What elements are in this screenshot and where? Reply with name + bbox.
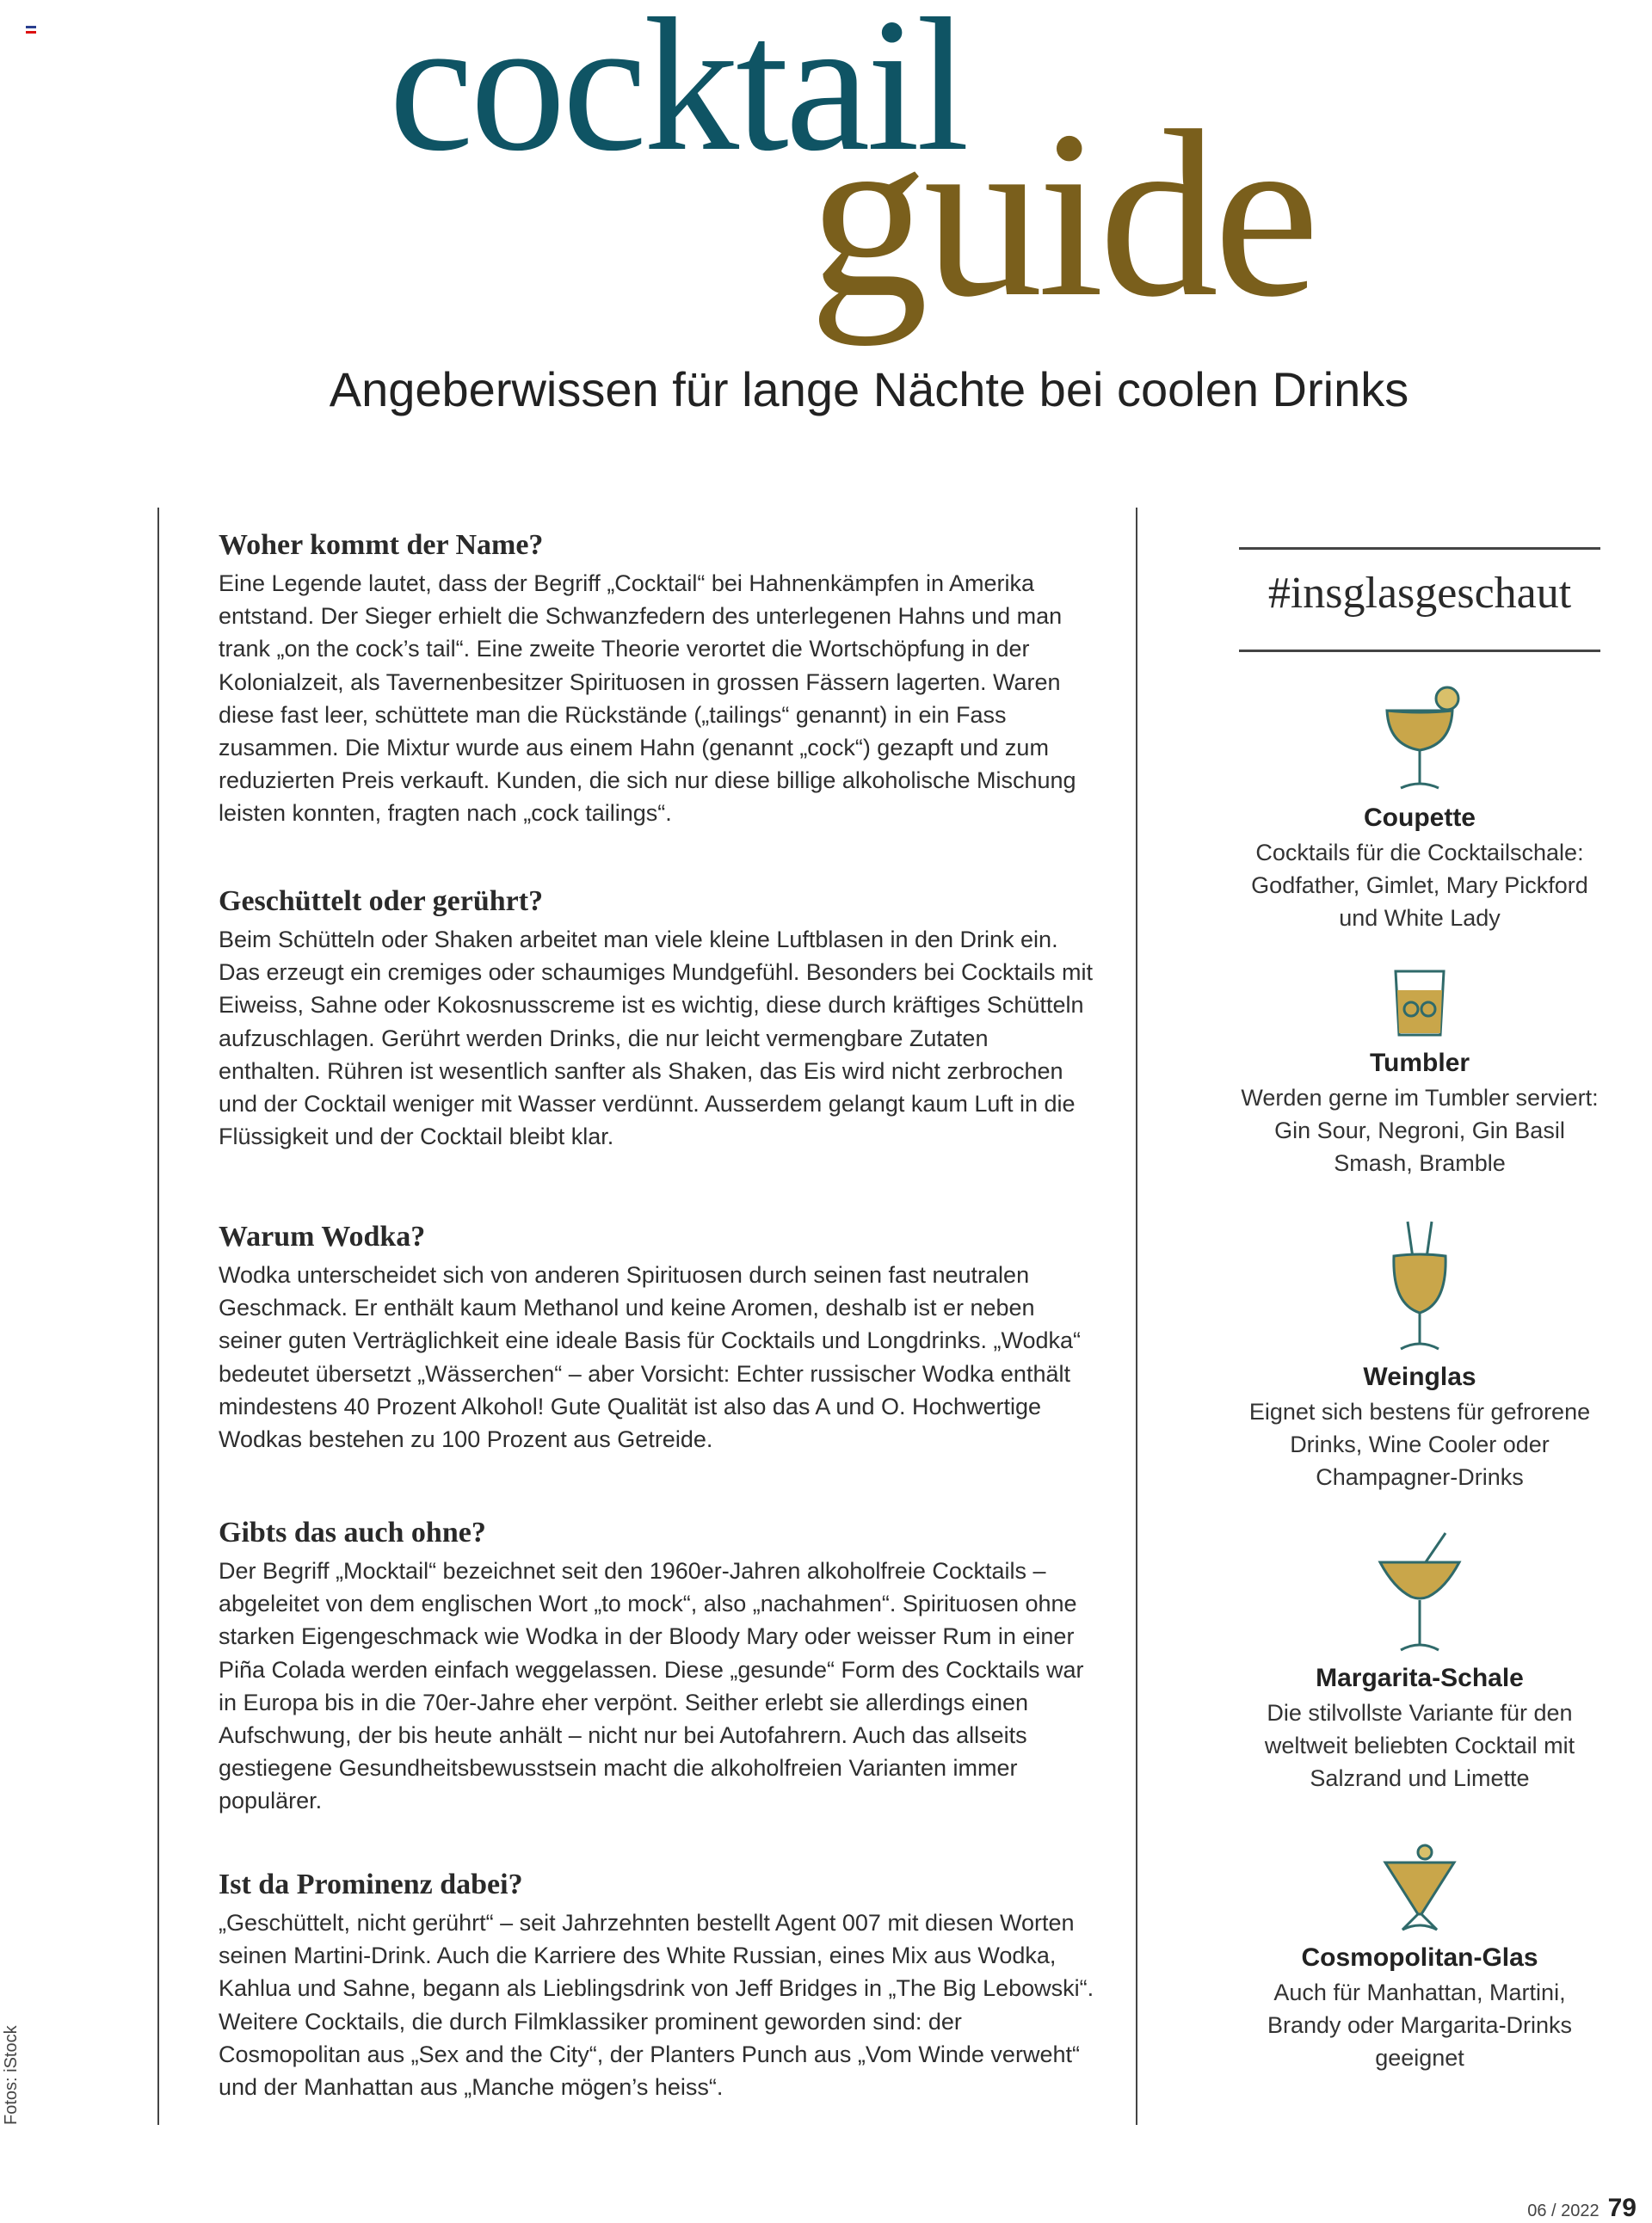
page-number: 79 — [1607, 2194, 1637, 2222]
section-heading: Woher kommt der Name? — [219, 529, 544, 561]
section-why-vodka — [219, 1221, 1096, 1456]
coupette-glass-icon — [1368, 676, 1471, 797]
issue-date: 06 / 2022 — [1527, 2201, 1600, 2220]
page-footer — [1527, 2194, 1637, 2223]
section-heading: Ist da Prominenz dabei? — [219, 1869, 523, 1900]
cosmopolitan-glass-icon — [1368, 1842, 1471, 1937]
subtitle: Angeberwissen für lange Nächte bei coolen Drinks — [329, 362, 1409, 416]
column-divider — [1136, 508, 1137, 2125]
glass-item-cosmopolitan — [1239, 1842, 1600, 2074]
sidebar-hashtag: #insglasgeschaut — [1267, 569, 1572, 618]
flag-icon — [26, 26, 36, 34]
photo-credit: Fotos: iStock — [2, 2025, 21, 2125]
title-cocktail: cocktail — [389, 0, 966, 191]
glass-item-weinglas — [1239, 1218, 1600, 1493]
glass-text: Werden gerne im Tumbler serviert: Gin Sour, Negroni, Gin Basil Smash, Bramble — [1241, 1085, 1599, 1176]
glass-item-coupette — [1239, 676, 1600, 934]
section-mocktail — [219, 1517, 1096, 1818]
section-heading: Geschüttelt oder gerührt? — [219, 885, 544, 917]
tumbler-glass-icon — [1368, 964, 1471, 1042]
sidebar-rule-top — [1239, 547, 1600, 550]
glass-name: Margarita-Schale — [1316, 1664, 1524, 1692]
section-heading: Warum Wodka? — [219, 1221, 426, 1253]
section-celebrity — [219, 1869, 1096, 2103]
sidebar-rule-bottom — [1239, 650, 1600, 652]
title-guide: guide — [809, 82, 1315, 347]
wine-glass-icon — [1368, 1218, 1471, 1356]
glass-name: Weinglas — [1363, 1363, 1476, 1391]
left-divider — [157, 508, 159, 2125]
margarita-glass-icon — [1368, 1528, 1471, 1657]
section-body: „Geschüttelt, nicht gerührt“ – seit Jahrzehnten bestellt Agent 007 mit diesen Worten seinen Martini-Drink. Auch die Karriere des White Russian, eines Mix aus Wodka, Kahlua und Sahne, begann als Lieblingsdrink von Jeff Bridges in „The Big Lebowski“. Weitere Cocktails, die durch Filmklassiker prominent geworden sind: der Cosmopolitan aus „Sex and the City“, der Planters Punch aus „Vom Winde verweht“ und der Manhattan aus „Manche mögen’s heiss“. — [219, 1910, 1094, 2101]
section-name-origin — [219, 529, 1096, 830]
glass-name: Cosmopolitan-Glas — [1301, 1943, 1538, 1972]
section-body: Der Begriff „Mocktail“ bezeichnet seit den 1960er-Jahren alkoholfreie Cocktails – abgeleitet von dem englischen Wort „to mock“, also „nachahmen“. Spirituosen ohne starken Eigengeschmack wie Wodka in der Bloody Mary oder weisser Rum in einer Piña Colada werden einfach weggelassen. Diese „gesunde“ Form des Cocktails war in Europa bis in die 70er-Jahre eher verpönt. Seither erlebt sie allerdings einen Aufschwung, der bis heute anhält – nicht nur bei Autofahrern. Auch das allseits gestiegene Gesundheitsbewusstsein macht die alkoholfreien Varianten immer populärer. — [219, 1558, 1084, 1814]
section-body: Beim Schütteln oder Shaken arbeitet man viele kleine Luftblasen in den Drink ein. Das erzeugt ein cremiges oder schaumiges Mundgefühl. Besonders bei Cocktails mit Eiweiss, Sahne oder Kokosnusscreme ist es wichtig, diese durch kräftiges Schütteln aufzuschlagen. Gerührt werden Drinks, die nur leicht vermengbare Zutaten enthalten. Rühren ist wesentlich sanfter als Shaken, das Eis wird nicht zerbrochen und der Cocktail weniger mit Wasser verdünnt. Ausserdem gelangt kaum Luft in die Flüssigkeit und der Cocktail bleibt klar. — [219, 927, 1093, 1150]
section-body: Eine Legende lautet, dass der Begriff „Cocktail“ bei Hahnenkämpfen in Amerika entstand. Der Sieger erhielt die Schwanzfedern des unterlegenen Hahns und man trank „on the cock’s tail“. Eine zweite Theorie verortet die Wortschöpfung in der Kolonialzeit, als Tavernenbesitzer Spirituosen in grossen Fässern lagerten. Waren diese fast leer, schüttete man die Rückstände („tailings“ genannt) in ein Fass zusammen. Die Mixtur wurde aus einem Hahn (genannt „cock“) gezapft und zum reduzierten Preis verkauft. Kunden, die sich nur diese billige alkoholische Mischung leisten konnten, fragten nach „cock tailings“. — [219, 570, 1076, 827]
section-body: Wodka unterscheidet sich von anderen Spirituosen durch seinen fast neutralen Geschmack. Er enthält kaum Methanol und keine Aromen, deshalb ist er neben seiner guten Verträglichkeit eine ideale Basis für Cocktails und Longdrinks. „Wodka“ bedeutet übersetzt „Wässerchen“ – aber Vorsicht: Echter russischer Wodka enthält mindestens 40 Prozent Alkohol! Gute Qualität ist also das A und O. Hochwertige Wodkas bestehen zu 100 Prozent aus Getreide. — [219, 1262, 1082, 1453]
glass-text: Die stilvollste Variante für den weltweit beliebten Cocktail mit Salzrand und Limette — [1264, 1700, 1575, 1791]
glass-item-margarita — [1239, 1528, 1600, 1795]
glass-text: Auch für Manhattan, Martini, Brandy oder Margarita-Drinks geeignet — [1267, 1980, 1573, 2071]
glass-name: Coupette — [1364, 804, 1476, 832]
glass-text: Cocktails für die Cocktailschale: Godfather, Gimlet, Mary Pickford und White Lady — [1251, 840, 1588, 931]
section-heading: Gibts das auch ohne? — [219, 1517, 486, 1549]
glass-item-tumbler — [1239, 964, 1600, 1179]
section-shaken-stirred — [219, 885, 1096, 1153]
glass-text: Eignet sich bestens für gefrorene Drinks, Wine Cooler oder Champagner-Drinks — [1248, 1399, 1591, 1490]
glass-name: Tumbler — [1369, 1049, 1470, 1077]
